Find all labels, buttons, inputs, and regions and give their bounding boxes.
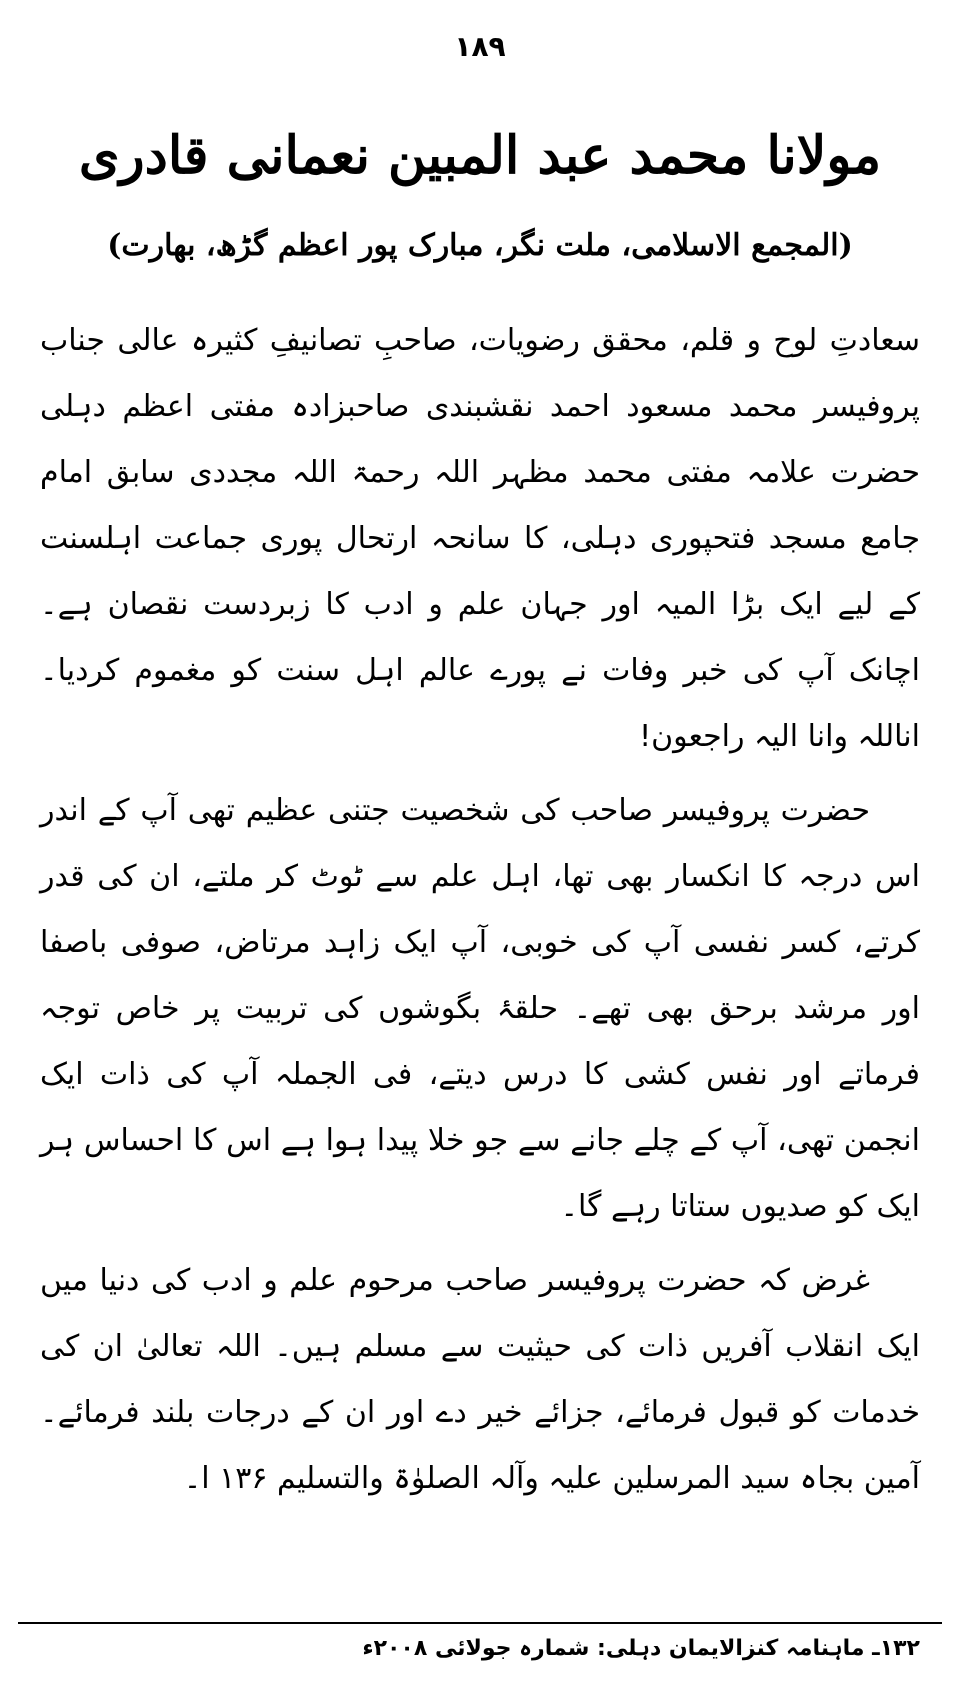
article-subtitle: (المجمع الاسلامی، ملت نگر، مبارک پور اعظم گڑھ، بھارت) — [107, 228, 853, 263]
article-title: مولانا محمد عبد المبین نعمانی قادری — [78, 125, 882, 186]
body-paragraph: غرض کہ حضرت پروفیسر صاحب مرحوم علم و ادب کی دنیا میں ایک انقلاب آفریں ذات کی حیثیت سے مسلم ہیں۔ اللہ تعالیٰ ان کی خدمات کو قبول فرمائے، جزائے خیر دے اور ان کے درجات بلند فرمائے۔ آمین بجاہ سید المرسلین علیہ وآلہ الصلوٰۃ والتسلیم ۱۳۶ ا۔ — [40, 1263, 920, 1496]
page-footer: ۱۳۲ـ ماہنامہ کنزالایمان دہلی: شمارہ جولائی ۲۰۰۸ء — [362, 1636, 920, 1661]
body-paragraph: سعادتِ لوح و قلم، محقق رضویات، صاحبِ تصانیفِ کثیرہ عالی جناب پروفیسر محمد مسعود احمد نقشبندی صاحبزادہ مفتی اعظم دہلی حضرت علامہ مفتی محمد مظہر اللہ رحمۃ اللہ مجددی سابق امام جامع مسجد فتحپوری دہلی، کا سانحہ ارتحال پوری جماعت اہلسنت کے لیے ایک بڑا المیہ اور جہان علم و ادب کا زبردست نقصان ہے۔ اچانک آپ کی خبر وفات نے پورے عالم اہل سنت کو مغموم کردیا۔ اناللہ وانا الیہ راجعون! — [40, 323, 920, 754]
footer-divider — [18, 1622, 942, 1624]
body-paragraph: حضرت پروفیسر صاحب کی شخصیت جتنی عظیم تھی آپ کے اندر اس درجہ کا انکسار بھی تھا، اہل علم سے ٹوٹ کر ملتے، ان کی قدر کرتے، کسر نفسی آپ کی خوبی، آپ ایک زاہد مرتاض، صوفی باصفا اور مرشد برحق بھی تھے۔ حلقۂ بگوشوں کی تربیت پر خاص توجہ فرماتے اور نفس کشی کا درس دیتے، فی الجملہ آپ کی ذات ایک انجمن تھی، آپ کے چلے جانے سے جو خلا پیدا ہوا ہے اس کا احساس ہر ایک کو صدیوں ستاتا رہے گا۔ — [40, 793, 920, 1224]
page-number: ١٨٩ — [454, 30, 506, 63]
